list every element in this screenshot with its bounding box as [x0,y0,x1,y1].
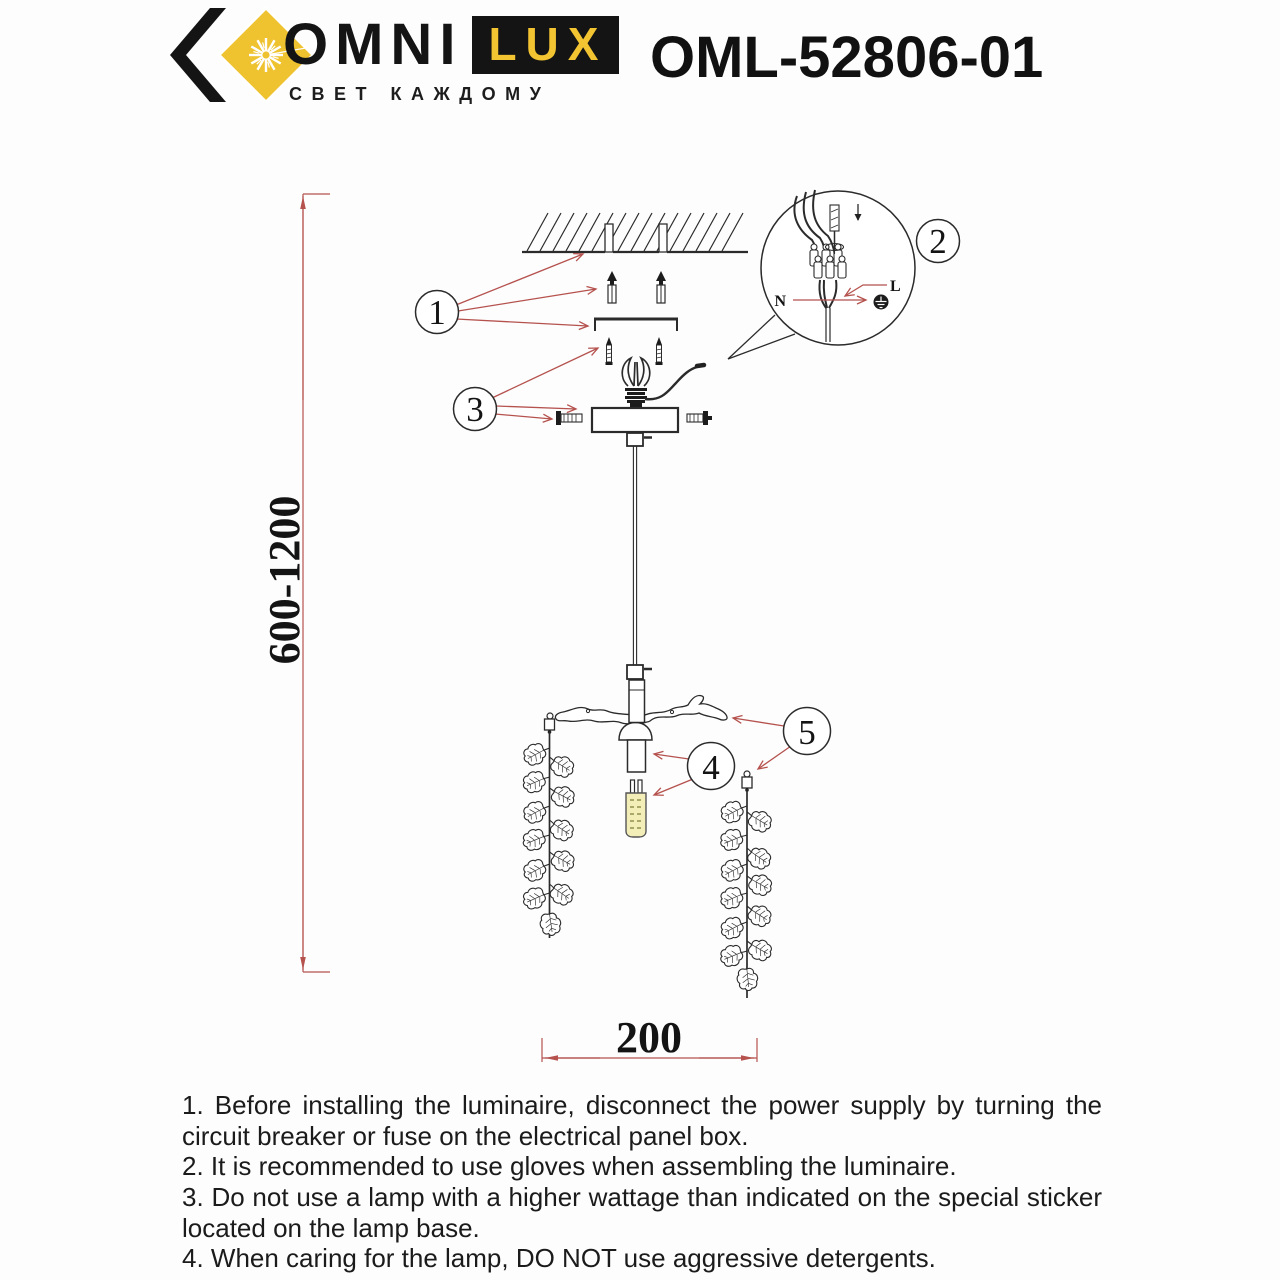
height-dimension [260,194,330,972]
callout-2 [917,220,960,263]
wiring-detail-bubble [728,190,915,359]
mounting-bracket [594,319,678,331]
bulb-body [626,793,646,837]
suspension-rod [627,433,652,679]
installation-instructions [182,1090,1102,1274]
neutral-label: N [774,293,786,310]
live-label: L [890,278,901,295]
width-dimension [542,1013,757,1062]
height-dimension-label: 600-1200 [260,495,309,665]
wire-loop [622,358,649,386]
leaf-strand-left [520,713,578,938]
callout-4 [688,743,735,790]
socket-dome [619,723,652,741]
canopy-screw-right [687,411,712,425]
instruction-item-2: 2. It is recommended to use gloves when assembling the luminaire. [182,1151,957,1182]
callout-4-label: 4 [702,748,720,787]
drill-hole-right [659,224,667,252]
callout-3-label: 3 [466,390,484,429]
mounting-screws [606,337,663,365]
brand-name-primary: OMNI [283,12,463,77]
canopy-screw-left [556,411,582,425]
lamp-socket [628,740,646,772]
threaded-nipple [625,388,647,408]
anchor-right [656,271,666,303]
power-cable [645,367,697,399]
brand-tagline: СВЕТ КАЖДОМУ [289,84,551,104]
socket-assembly [619,680,652,772]
instruction-item-3: 3. Do not use a lamp with a higher wattage than indicated on the special sticker located on the lamp base. [182,1182,1102,1243]
screw-right [656,337,663,365]
ceiling-hatching [522,213,748,252]
bulb-pin-right [638,780,642,793]
instruction-item-4: 4. When caring for the lamp, DO NOT use aggressive detergents. [182,1243,936,1274]
bulb-pin-left [631,780,635,793]
screw-left [606,337,613,365]
instruction-item-1: 1. Before installing the luminaire, disconnect the power supply by turning the circuit breaker or fuse on the electrical panel box. [182,1090,1102,1151]
drill-hole-left [605,224,613,252]
ceiling-canopy [592,408,678,432]
stem-tube [629,680,645,723]
callout-5 [784,708,831,755]
led-bulb [626,780,646,837]
cable-end [697,365,704,366]
callout-2-label: 2 [929,222,947,261]
leaf-strand-right [717,771,775,998]
model-number: OML-52806-01 [650,25,1044,90]
anchor-left [607,271,617,303]
callout-5-label: 5 [798,713,816,752]
callout-1 [416,291,459,334]
ground-symbol [874,295,889,310]
callout-3 [454,388,497,431]
wall-anchors [607,271,666,303]
callout-1-label: 1 [428,293,446,332]
width-dimension-label: 200 [616,1013,682,1062]
brand-name-secondary: LUX [472,16,619,74]
